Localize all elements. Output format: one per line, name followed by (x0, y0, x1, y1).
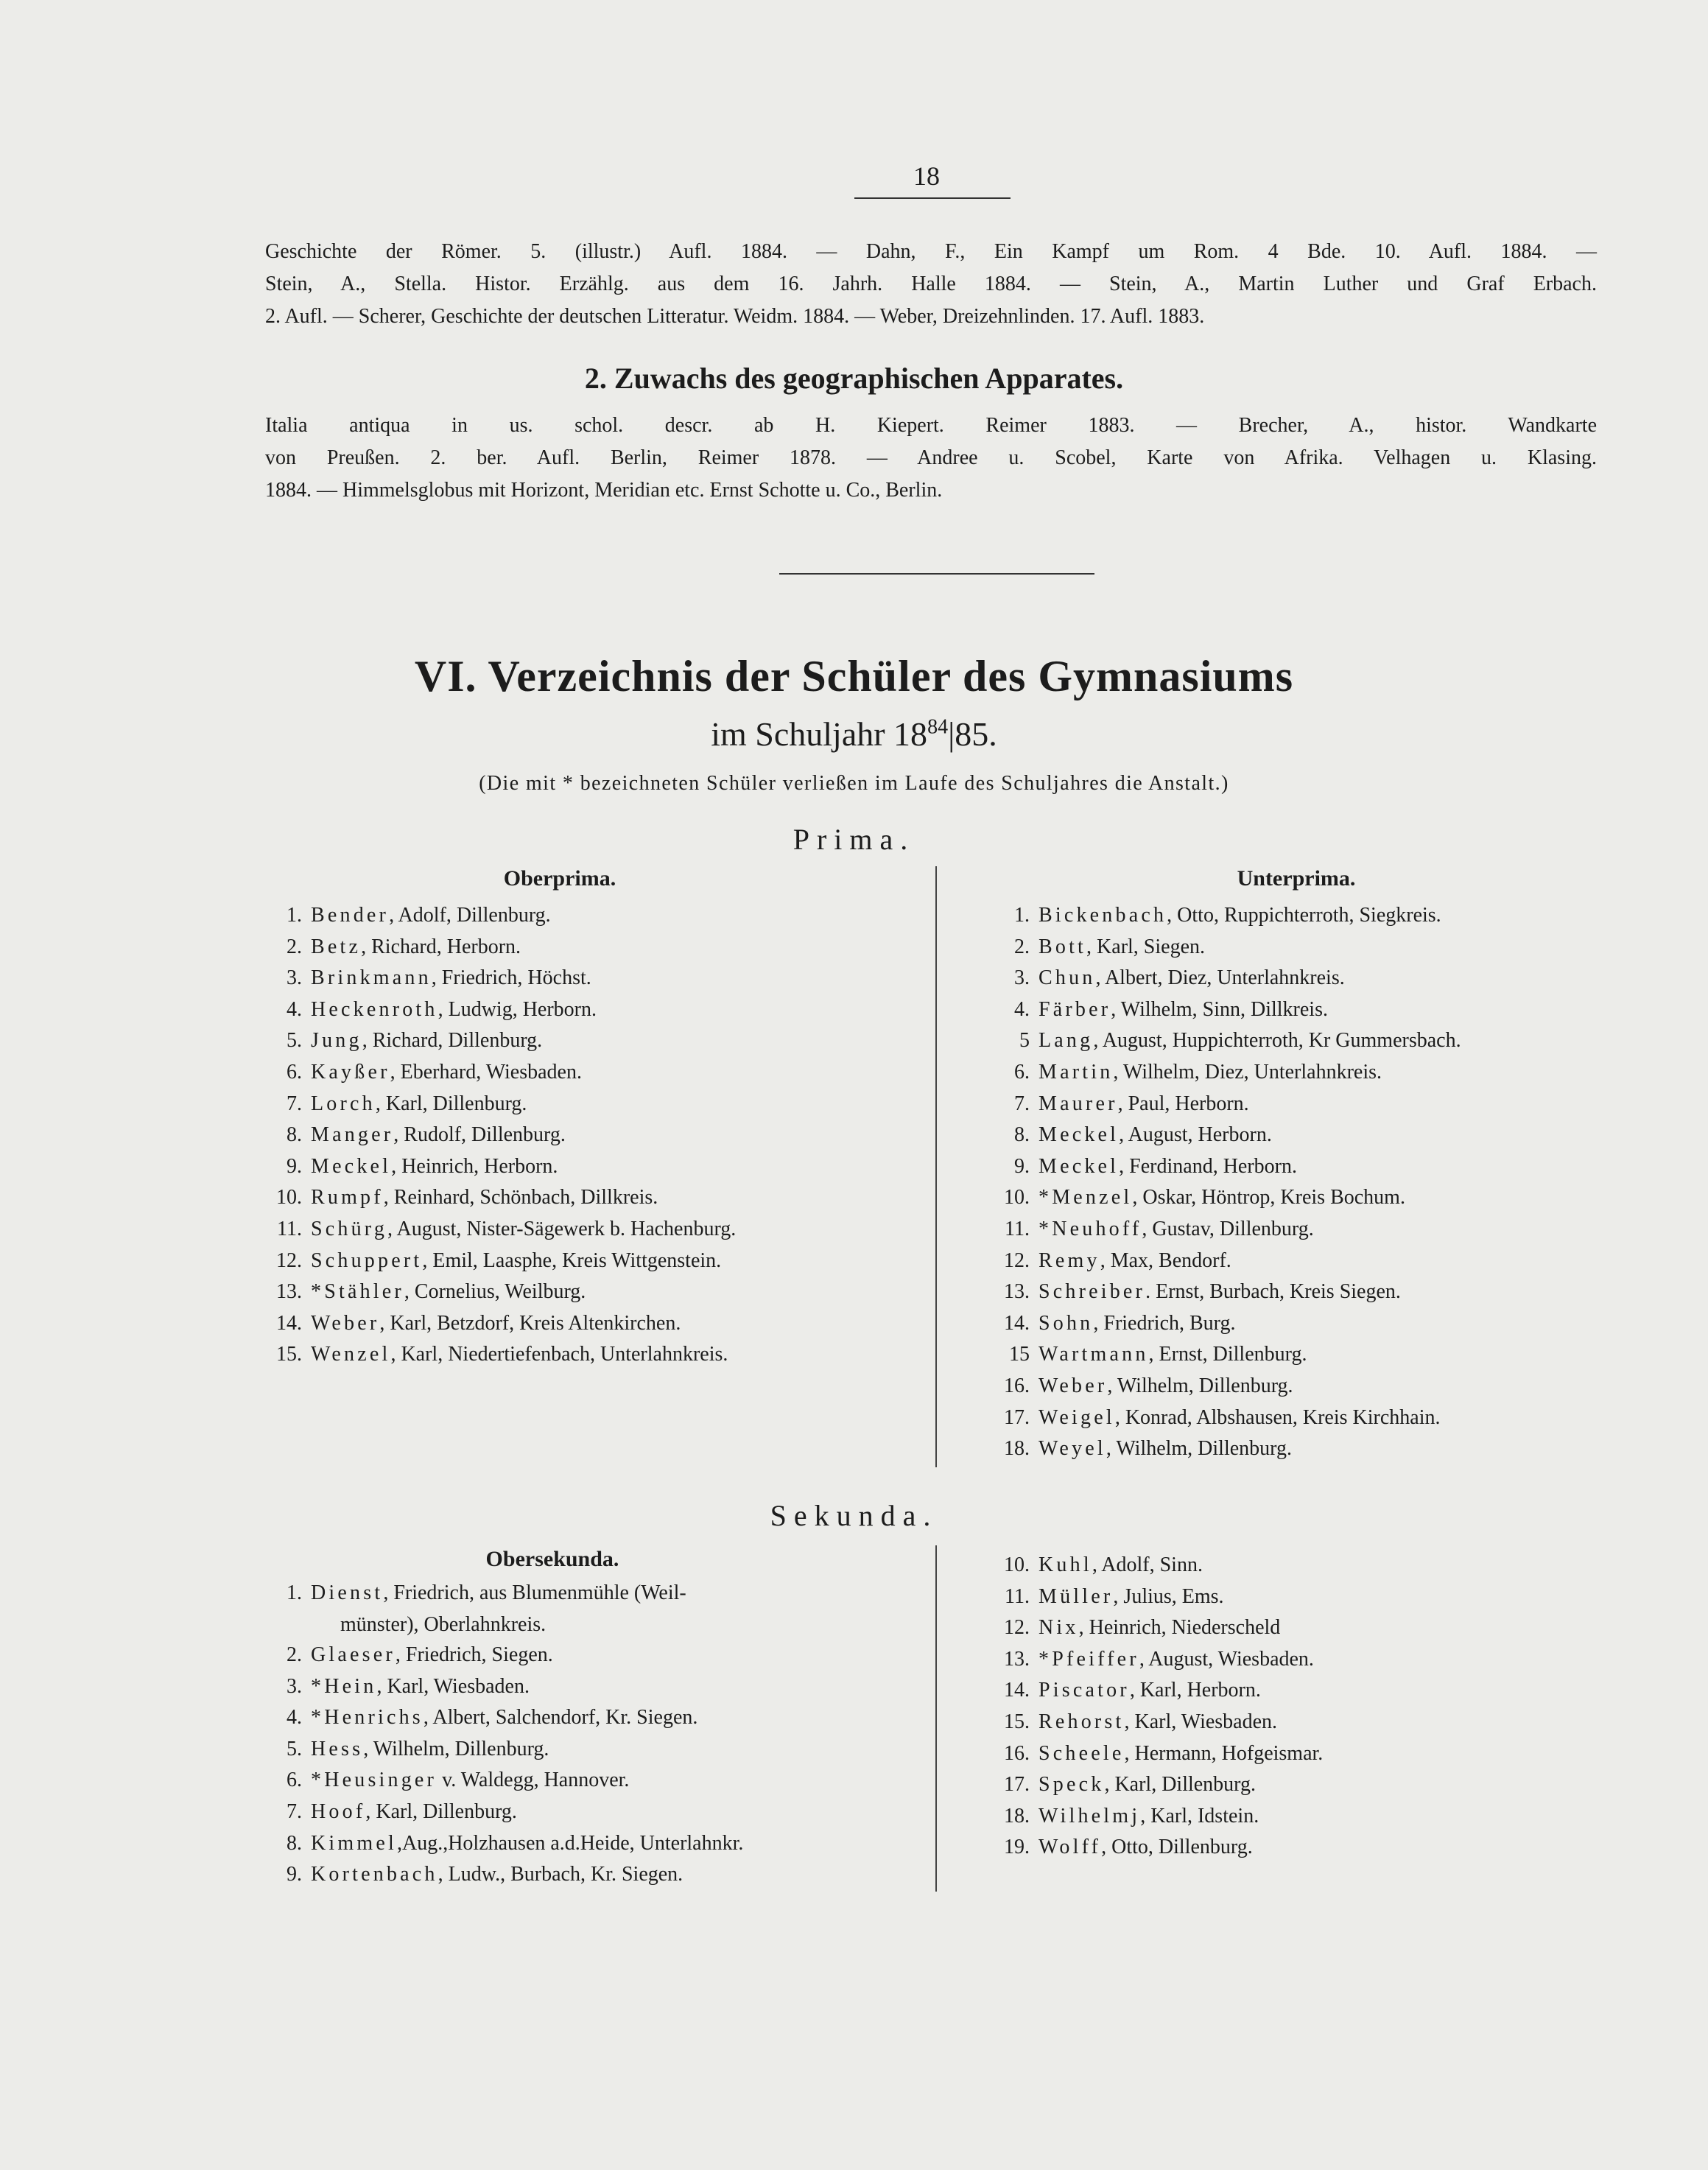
paragraph-line: Italia antiqua in us. schol. descr. ab H. Kiepert. Reimer 1883. — Brecher, A., histor. Wandkarte (265, 414, 1597, 437)
student-surname: Heckenroth (311, 997, 438, 1021)
student-details: , Friedrich, Siegen. (395, 1643, 553, 1666)
student-surname: Kortenbach (311, 1863, 438, 1886)
student-number: 4. (287, 1706, 302, 1730)
student-entry (1004, 1801, 1323, 1833)
student-number: 3. (287, 1674, 302, 1698)
student-number: 18. (1004, 1437, 1030, 1461)
student-surname: *Pfeiffer (1038, 1647, 1139, 1671)
student-surname: Lorch (311, 1092, 376, 1115)
paragraph-line: 2. Aufl. — Scherer, Geschichte der deutschen Litteratur. Weidm. 1884. — Weber, Dreizehnlinden. 17. Aufl. 1883. (265, 305, 1205, 328)
student-entry (1014, 1151, 1461, 1183)
student-details: , Ernst, Dillenburg. (1148, 1343, 1307, 1366)
student-entry (1004, 1277, 1461, 1308)
student-number: 14. (276, 1311, 302, 1335)
student-entry (1004, 1832, 1323, 1864)
student-surname: Piscator (1038, 1679, 1130, 1702)
student-number: 14. (1004, 1311, 1030, 1335)
student-surname: *Neuhoff (1038, 1217, 1142, 1240)
student-surname: Brinkmann (311, 966, 432, 990)
student-entry (287, 1089, 736, 1120)
student-surname: Schürg (311, 1217, 388, 1240)
student-details: , Hermann, Hofgeismar. (1124, 1741, 1324, 1765)
student-details: , Eberhard, Wiesbaden. (390, 1060, 582, 1084)
student-surname: Nix (1038, 1616, 1079, 1640)
student-number: 7. (287, 1799, 302, 1823)
student-details: , Ludw., Burbach, Kr. Siegen. (437, 1863, 683, 1886)
student-details: , Friedrich, aus Blumenmühle (Weil- (383, 1581, 686, 1604)
student-details-continued: münster), Oberlahnkreis. (340, 1612, 547, 1636)
library-additions-paragraph (265, 236, 1597, 333)
student-number: 2. (287, 935, 302, 958)
student-details: , Otto, Dillenburg. (1101, 1836, 1253, 1859)
page-number: 18 (913, 161, 940, 191)
student-details: , Konrad, Albshausen, Kreis Kirchhain. (1114, 1405, 1441, 1429)
student-details: , Albert, Salchendorf, Kr. Siegen. (423, 1706, 698, 1730)
student-details: , Emil, Laasphe, Kreis Wittgenstein. (422, 1249, 722, 1272)
student-entry (1004, 1769, 1323, 1801)
student-number: 6. (1014, 1060, 1030, 1084)
student-entry (1004, 1246, 1461, 1277)
geography-heading: 2. Zuwachs des geographischen Apparates. (584, 362, 1124, 395)
student-entry (287, 932, 736, 963)
student-surname: *Hein (311, 1674, 377, 1698)
student-entry (287, 1828, 900, 1860)
obersekunda-heading: Obersekunda. (485, 1547, 619, 1571)
student-entry (1004, 1707, 1323, 1738)
student-details: , Adolf, Sinn. (1092, 1553, 1203, 1576)
section-title: VI. Verzeichnis der Schüler des Gymnasiums (414, 652, 1294, 700)
student-number: 12. (276, 1249, 302, 1272)
student-number: 7. (1014, 1092, 1030, 1115)
student-number: 12. (1004, 1249, 1030, 1272)
student-details: , Oskar, Höntrop, Kreis Bochum. (1132, 1186, 1405, 1209)
student-surname: Chun (1038, 966, 1096, 990)
student-number: 5 (1019, 1029, 1030, 1053)
student-details: , Heinrich, Herborn. (391, 1154, 558, 1178)
student-entry (1004, 1402, 1461, 1434)
student-number: 6. (287, 1060, 302, 1084)
student-surname: Hoof (311, 1799, 366, 1823)
student-entry (1004, 1738, 1324, 1770)
student-entry (1014, 900, 1461, 932)
student-surname: Wolff (1038, 1836, 1102, 1859)
student-number: 15. (1004, 1710, 1030, 1733)
student-entry (1004, 1612, 1323, 1644)
student-entry (1014, 1120, 1461, 1151)
student-number: 4. (287, 997, 302, 1021)
student-surname: Weyel (1038, 1437, 1106, 1461)
student-surname: Hess (311, 1737, 364, 1760)
student-entry (276, 1308, 736, 1340)
student-number: 15. (276, 1343, 302, 1366)
student-entry (1004, 1550, 1323, 1581)
student-surname: Dienst (311, 1581, 384, 1604)
student-entry (1004, 1182, 1461, 1214)
student-entry (287, 1734, 900, 1766)
student-surname: Meckel (1038, 1154, 1120, 1178)
student-surname: Weigel (1038, 1405, 1115, 1429)
sekunda-continued-list (1004, 1550, 1324, 1864)
student-details: , Richard, Herborn. (361, 935, 521, 958)
section-subtitle (0, 714, 1708, 754)
student-details: , Paul, Herborn. (1117, 1092, 1249, 1115)
student-entry (1014, 963, 1461, 994)
oberprima-list (276, 900, 737, 1371)
student-number: 5. (287, 1029, 302, 1053)
student-entry (287, 900, 736, 932)
student-number: 14. (1004, 1679, 1030, 1702)
student-number: 11. (1005, 1584, 1030, 1608)
student-surname: Müller (1038, 1584, 1114, 1608)
student-number: 15 (1009, 1343, 1030, 1366)
page-number-rule (854, 197, 1011, 199)
student-surname: Martin (1038, 1060, 1114, 1084)
student-details: , August, Nister-Sägewerk b. Hachenburg. (387, 1217, 737, 1240)
student-number: 9. (287, 1154, 302, 1178)
student-entry (287, 963, 736, 994)
student-entry (287, 994, 736, 1026)
departure-note: (Die mit * bezeichneten Schüler verließen im Laufe des Schuljahres die Anstalt.) (479, 772, 1229, 795)
paragraph-line: von Preußen. 2. ber. Aufl. Berlin, Reimer 1878. — Andree u. Scobel, Karte von Afrika. Velhagen u. Klasing. (265, 446, 1597, 469)
student-details: , August, Wiesbaden. (1139, 1647, 1314, 1671)
student-number: 12. (1004, 1616, 1030, 1640)
student-number: 8. (1014, 1123, 1030, 1147)
student-entry (287, 1025, 736, 1057)
student-entry (1005, 1214, 1461, 1246)
student-surname: Meckel (1038, 1123, 1120, 1147)
student-entry (287, 1797, 900, 1828)
student-details: , Julius, Ems. (1113, 1584, 1224, 1608)
sekunda-title: Sekunda. (770, 1499, 938, 1532)
subtitle-superscript: 84 (927, 715, 949, 739)
student-details: , Heinrich, Niederscheld (1078, 1616, 1281, 1640)
student-details: , Wilhelm, Dillenburg. (1106, 1437, 1292, 1461)
student-surname: *Menzel (1038, 1186, 1133, 1209)
student-details: , Reinhard, Schönbach, Dillkreis. (383, 1186, 658, 1209)
student-number: 17. (1004, 1773, 1030, 1797)
student-surname: Schuppert (311, 1249, 423, 1272)
student-details: , Otto, Ruppichterroth, Siegkreis. (1167, 904, 1441, 927)
student-number: 6. (287, 1769, 302, 1792)
student-surname: Maurer (1038, 1092, 1118, 1115)
student-details: . Ernst, Burbach, Kreis Siegen. (1145, 1280, 1401, 1304)
student-entry (1004, 1308, 1461, 1340)
student-details: , Cornelius, Weilburg. (404, 1280, 586, 1304)
student-entry (276, 1246, 736, 1277)
student-number: 2. (287, 1643, 302, 1666)
student-surname: Meckel (311, 1154, 392, 1178)
unterprima-list (1004, 900, 1461, 1465)
student-number: 8. (287, 1123, 302, 1147)
student-surname: Rehorst (1038, 1710, 1125, 1733)
student-details: , Max, Bendorf. (1100, 1249, 1231, 1272)
student-entry (1004, 1644, 1323, 1676)
student-surname: Jung (311, 1029, 362, 1053)
student-entry (1004, 1433, 1461, 1465)
student-details: , Wilhelm, Diez, Unterlahnkreis. (1113, 1060, 1382, 1084)
student-details: v. Waldegg, Hannover. (437, 1769, 630, 1792)
student-surname: Schreiber (1038, 1280, 1146, 1304)
student-details: , Ludwig, Herborn. (437, 997, 597, 1021)
section-separator (779, 573, 1094, 575)
student-details: , Adolf, Dillenburg. (389, 904, 551, 927)
student-number: 2. (1014, 935, 1030, 958)
student-number: 13. (276, 1280, 302, 1304)
student-details: , August, Huppichterroth, Kr Gummersbach. (1093, 1029, 1461, 1053)
student-number: 13. (1004, 1647, 1030, 1671)
student-details: , August, Herborn. (1119, 1123, 1272, 1147)
student-number: 18. (1004, 1804, 1030, 1827)
student-details: , Karl, Dillenburg. (1104, 1773, 1256, 1797)
student-surname: *Heusinger (311, 1769, 437, 1792)
student-entry (1014, 994, 1461, 1026)
obersekunda-list (287, 1578, 900, 1891)
student-surname: Wenzel (311, 1343, 391, 1366)
student-details: , Karl, Dillenburg. (365, 1799, 517, 1823)
student-number: 1. (287, 904, 302, 927)
student-number: 11. (277, 1217, 302, 1240)
student-surname: Rumpf (311, 1186, 384, 1209)
student-number: 13. (1004, 1280, 1030, 1304)
student-details: , Wilhelm, Dillenburg. (363, 1737, 549, 1760)
student-surname: Wilhelmj (1038, 1804, 1141, 1827)
student-details: , Karl, Betzdorf, Kreis Altenkirchen. (379, 1311, 681, 1335)
oberprima-heading: Oberprima. (503, 866, 616, 891)
student-number: 17. (1004, 1405, 1030, 1429)
student-details: , Wilhelm, Sinn, Dillkreis. (1111, 997, 1328, 1021)
student-surname: Kimmel (311, 1831, 397, 1855)
student-number: 11. (1005, 1217, 1030, 1240)
student-number: 1. (1014, 904, 1030, 927)
student-details: , Karl, Siegen. (1086, 935, 1206, 958)
student-surname: Lang (1038, 1029, 1094, 1053)
subtitle-suffix: |85. (948, 715, 997, 753)
student-surname: Sohn (1038, 1311, 1094, 1335)
student-number: 5. (287, 1737, 302, 1760)
student-entry (1005, 1581, 1323, 1613)
student-number: 10. (1004, 1186, 1030, 1209)
student-number: 10. (1004, 1553, 1030, 1576)
paragraph-line: 1884. — Himmelsglobus mit Horizont, Meridian etc. Ernst Schotte u. Co., Berlin. (265, 479, 943, 502)
student-entry (287, 1120, 736, 1151)
student-entry (1004, 1675, 1323, 1707)
student-surname: Speck (1038, 1773, 1105, 1797)
student-surname: Kayßer (311, 1060, 390, 1084)
student-surname: Färber (1038, 997, 1111, 1021)
student-details: , Karl, Wiesbaden. (1124, 1710, 1278, 1733)
student-details: , Karl, Wiesbaden. (376, 1674, 530, 1698)
student-entry (277, 1214, 737, 1246)
student-number: 9. (1014, 1154, 1030, 1178)
student-entry (287, 1702, 900, 1734)
student-details: , Karl, Niedertiefenbach, Unterlahnkreis. (390, 1343, 728, 1366)
student-details: , Karl, Herborn. (1129, 1679, 1261, 1702)
student-number: 8. (287, 1831, 302, 1855)
student-number: 4. (1014, 997, 1030, 1021)
student-surname: Glaeser (311, 1643, 396, 1666)
student-number: 10. (276, 1186, 302, 1209)
student-entry (276, 1277, 736, 1308)
geography-paragraph (265, 410, 1597, 507)
student-entry (1014, 1089, 1461, 1120)
student-details: , Gustav, Dillenburg. (1142, 1217, 1314, 1240)
unterprima-heading: Unterprima. (1237, 866, 1356, 891)
student-entry (287, 1057, 736, 1089)
sekunda-column-divider (935, 1545, 937, 1892)
student-details: , Friedrich, Burg. (1093, 1311, 1236, 1335)
student-details: , Ferdinand, Herborn. (1119, 1154, 1297, 1178)
student-surname: Wartmann (1038, 1343, 1149, 1366)
student-surname: Betz (311, 935, 362, 958)
student-details: , Richard, Dillenburg. (362, 1029, 543, 1053)
student-number: 19. (1004, 1836, 1030, 1859)
student-entry (276, 1182, 736, 1214)
student-entry (287, 1640, 900, 1671)
student-details: , Rudolf, Dillenburg. (393, 1123, 566, 1147)
student-entry (1014, 1057, 1461, 1089)
student-entry (287, 1578, 900, 1640)
student-entry (276, 1339, 736, 1371)
student-details: , Albert, Diez, Unterlahnkreis. (1095, 966, 1345, 990)
student-entry (1019, 1025, 1461, 1057)
student-number: 7. (287, 1092, 302, 1115)
student-number: 16. (1004, 1374, 1030, 1397)
student-surname: Weber (1038, 1374, 1108, 1397)
student-number: 3. (287, 966, 302, 990)
student-surname: Remy (1038, 1249, 1100, 1272)
student-entry (287, 1765, 900, 1797)
student-number: 1. (287, 1581, 302, 1604)
student-entry (1004, 1371, 1461, 1402)
student-entry (1014, 932, 1461, 963)
student-surname: *Stähler (311, 1280, 404, 1304)
student-surname: Scheele (1038, 1741, 1125, 1765)
student-details: , Karl, Dillenburg. (375, 1092, 527, 1115)
student-surname: Kuhl (1038, 1553, 1092, 1576)
student-details: , Friedrich, Höchst. (431, 966, 591, 990)
student-details: , Wilhelm, Dillenburg. (1107, 1374, 1293, 1397)
student-number: 3. (1014, 966, 1030, 990)
prima-title: Prima. (793, 823, 915, 856)
student-surname: *Henrichs (311, 1706, 424, 1730)
student-surname: Bott (1038, 935, 1087, 958)
student-number: 16. (1004, 1741, 1030, 1765)
paragraph-line: Stein, A., Stella. Histor. Erzählg. aus dem 16. Jahrh. Halle 1884. — Stein, A., Martin Luther und Graf Erbach. (265, 273, 1597, 295)
student-surname: Bender (311, 904, 390, 927)
student-number: 9. (287, 1863, 302, 1886)
student-surname: Manger (311, 1123, 394, 1147)
student-surname: Weber (311, 1311, 380, 1335)
paragraph-line: Geschichte der Römer. 5. (illustr.) Aufl. 1884. — Dahn, F., Ein Kampf um Rom. 4 Bde. 10. Aufl. 1884. — (265, 240, 1597, 263)
student-entry (287, 1671, 900, 1703)
subtitle-prefix: im Schuljahr 18 (711, 715, 928, 753)
student-details: , Karl, Idstein. (1140, 1804, 1259, 1827)
student-details: ,Aug.,Holzhausen a.d.Heide, Unterlahnkr. (396, 1831, 744, 1855)
student-entry (1009, 1339, 1461, 1371)
prima-column-divider (935, 866, 937, 1467)
student-entry (287, 1151, 736, 1183)
student-entry (287, 1859, 900, 1891)
student-surname: Bickenbach (1038, 904, 1167, 927)
